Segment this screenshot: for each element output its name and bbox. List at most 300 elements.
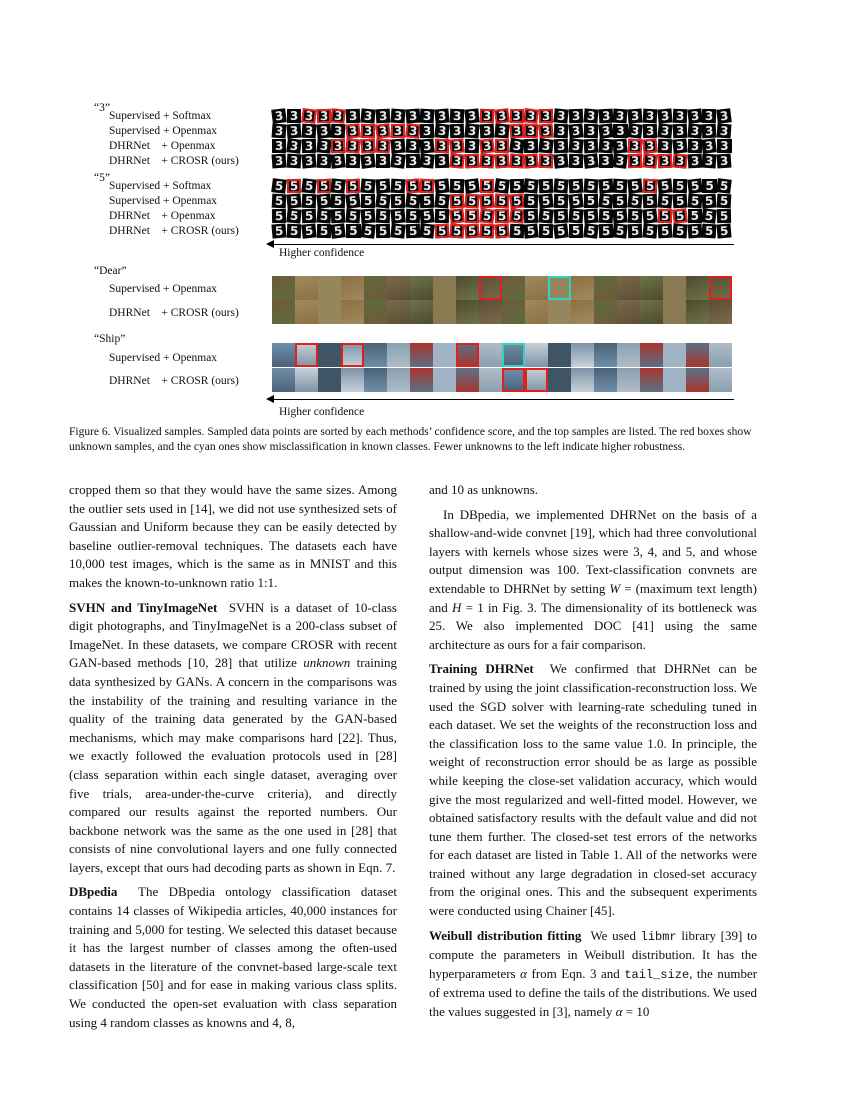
digit-sample: 5: [702, 194, 717, 209]
digit-sample: 3: [717, 124, 732, 139]
digit-sample: 3: [643, 109, 658, 124]
digit-sample: 3: [286, 138, 302, 154]
digit-sample: 5: [568, 209, 583, 224]
digit-sample: 5: [702, 179, 716, 193]
digit-sample: 5: [672, 224, 687, 239]
digit-sample: 3: [449, 138, 465, 153]
digit-sample: 5: [420, 179, 435, 193]
digit-sample: 3: [554, 124, 569, 138]
left-column: [69, 481, 397, 1038]
digit-sample: 3: [316, 109, 331, 123]
digit-sample: 5: [375, 193, 391, 209]
digit-sample: 5: [658, 209, 673, 223]
digit-sample: 5: [628, 224, 643, 238]
image-sample: [594, 276, 617, 300]
arrow-label: Higher confidence: [279, 247, 365, 259]
digit-sample: 3: [524, 139, 539, 153]
digit-sample: 3: [272, 124, 287, 139]
digit-sample: 5: [598, 224, 613, 238]
digit-sample: 5: [657, 193, 673, 208]
digit-strip: [272, 224, 732, 238]
image-sample: [318, 368, 341, 392]
digit-sample: 5: [658, 224, 673, 239]
image-sample: [318, 343, 341, 367]
digit-sample: 3: [301, 108, 317, 124]
digit-sample: 5: [702, 224, 717, 239]
digit-sample: 5: [553, 178, 569, 193]
digit-sample: 3: [568, 138, 584, 153]
digit-sample: 5: [524, 194, 539, 208]
paragraph-training: Training DHRNet We confirmed that DHRNet can be trained by using the joint classification-reconstruction loss. We used the SGD solver with learning-rate scheduling tuned in each dataset. We set the weights of the reconstruction loss and the classification loss to the same value 1.0. In principle, the weight of reconstruction error should be as large as possible while keeping the close-set validation accuracy, which would give the most regularized and well-fitted model. However, we obtained satisfactory results with the default value and did not tune them further. The closed-set test errors of the networks for each dataset are listed in Table 1. All of the networks were trained without any large degradation in closed-set accuracy from the original ones. This and the subsequent experiments were conducted using Chainer [45].: [429, 661, 757, 919]
row-label: DHRNet + CROSR (ours): [109, 225, 239, 237]
digit-sample: 5: [509, 193, 525, 208]
digit-strip: [272, 154, 732, 168]
digit-sample: 3: [717, 139, 731, 153]
digit-sample: 5: [345, 193, 361, 209]
image-sample: [525, 368, 548, 392]
image-sample: [663, 343, 686, 367]
image-sample: [686, 368, 709, 392]
digit-sample: 3: [301, 153, 317, 168]
digit-sample: 3: [331, 153, 347, 168]
digit-sample: 5: [331, 178, 347, 193]
digit-sample: 5: [628, 209, 643, 223]
digit-sample: 5: [390, 223, 406, 238]
digit-sample: 5: [479, 224, 494, 239]
digit-sample: 3: [420, 109, 435, 124]
run-in-heading: SVHN and TinyImageNet: [69, 599, 218, 615]
image-sample: [617, 343, 640, 367]
image-sample: [594, 300, 617, 324]
digit-sample: 3: [569, 154, 584, 168]
photo-strip: [272, 300, 732, 324]
digit-sample: 5: [569, 224, 583, 238]
image-sample: [663, 300, 686, 324]
digit-sample: 3: [687, 154, 702, 169]
image-sample: [686, 343, 709, 367]
digit-sample: 3: [287, 109, 301, 123]
digit-sample: 5: [598, 193, 614, 209]
digit-sample: 5: [613, 223, 629, 238]
digit-sample: 3: [688, 139, 703, 153]
digit-sample: 5: [613, 208, 629, 223]
image-sample: [295, 300, 318, 324]
image-sample: [387, 368, 410, 392]
right-column: [429, 481, 757, 1028]
image-sample: [410, 343, 433, 367]
digit-sample: 5: [346, 209, 361, 224]
image-sample: [318, 276, 341, 300]
image-sample: [479, 300, 502, 324]
digit-sample: 5: [628, 178, 644, 193]
run-in-heading: DBpedia: [69, 884, 118, 900]
digit-sample: 3: [673, 124, 688, 138]
digit-sample: 3: [361, 124, 376, 138]
digit-sample: 3: [360, 108, 376, 123]
arrow-line: [272, 244, 734, 245]
image-sample: [433, 276, 456, 300]
digit-sample: 5: [346, 179, 361, 194]
digit-sample: 3: [375, 123, 391, 139]
digit-sample: 3: [420, 153, 436, 168]
digit-sample: 3: [390, 109, 405, 124]
image-sample: [341, 343, 364, 367]
digit-sample: 5: [390, 179, 405, 194]
image-sample: [364, 343, 387, 367]
digit-sample: 5: [272, 209, 287, 223]
image-sample: [364, 276, 387, 300]
digit-sample: 3: [598, 139, 613, 154]
digit-sample: 3: [583, 108, 599, 123]
digit-sample: 3: [464, 123, 480, 138]
figure-caption: Figure 6. Visualized samples. Sampled data points are sorted by each methods’ confidence score, and the top samples are listed. The red boxes show unknown samples, and the cyan ones show misclassification in known classes. Fewer unknowns to the left indicate higher robustness.: [69, 426, 752, 453]
digit-strip: [272, 124, 732, 138]
digit-sample: 3: [286, 124, 301, 139]
digit-sample: 5: [539, 208, 555, 223]
digit-sample: 3: [464, 108, 480, 123]
image-sample: [272, 368, 295, 392]
digit-sample: 5: [301, 194, 316, 208]
digit-sample: 3: [494, 124, 509, 139]
digit-sample: 3: [568, 123, 584, 138]
digit-sample: 3: [702, 124, 717, 139]
image-sample: [410, 368, 433, 392]
image-sample: [571, 276, 594, 300]
image-sample: [364, 300, 387, 324]
row-label: DHRNet + CROSR (ours): [109, 155, 239, 167]
digit-sample: 3: [553, 153, 569, 168]
image-sample: [709, 300, 732, 324]
digit-sample: 3: [271, 108, 287, 124]
digit-sample: 5: [361, 209, 376, 224]
digit-sample: 3: [360, 153, 376, 169]
digit-sample: 3: [583, 153, 599, 169]
digit-sample: 5: [271, 223, 287, 238]
digit-sample: 3: [657, 108, 673, 123]
digit-sample: 5: [509, 224, 524, 238]
digit-sample: 5: [391, 194, 406, 208]
run-in-heading: Training DHRNet: [429, 661, 534, 677]
digit-sample: 3: [346, 154, 361, 168]
group-label-3: “3”: [94, 102, 110, 114]
digit-sample: 3: [435, 108, 451, 123]
digit-sample: 3: [494, 108, 510, 124]
image-sample: [594, 343, 617, 367]
digit-sample: 5: [435, 224, 450, 239]
digit-sample: 5: [420, 208, 436, 223]
photo-strip: [272, 276, 732, 300]
digit-sample: 3: [584, 124, 599, 138]
digit-sample: 3: [361, 139, 376, 154]
image-sample: [387, 343, 410, 367]
image-sample: [295, 343, 318, 367]
digit-sample: 3: [479, 124, 494, 139]
image-sample: [341, 368, 364, 392]
image-sample: [640, 300, 663, 324]
digit-sample: 5: [672, 208, 688, 224]
digit-sample: 5: [316, 208, 332, 223]
digit-sample: 5: [286, 208, 302, 223]
digit-sample: 5: [643, 223, 659, 238]
digit-sample: 5: [687, 224, 702, 239]
image-sample: [548, 368, 571, 392]
digit-sample: 3: [539, 109, 554, 123]
image-sample: [548, 300, 571, 324]
digit-sample: 3: [628, 139, 643, 154]
digit-sample: 3: [569, 109, 584, 123]
digit-sample: 5: [643, 179, 658, 193]
image-sample: [663, 276, 686, 300]
digit-sample: 3: [346, 138, 362, 153]
digit-strip: [272, 109, 732, 123]
digit-sample: 5: [688, 209, 702, 223]
digit-sample: 3: [687, 108, 703, 123]
digit-sample: 5: [272, 194, 287, 209]
digit-sample: 5: [717, 178, 733, 194]
row-label: DHRNet + Openmax: [109, 140, 216, 152]
digit-sample: 3: [450, 109, 465, 123]
image-sample: [410, 276, 433, 300]
digit-sample: 5: [598, 209, 613, 224]
image-sample: [387, 276, 410, 300]
digit-sample: 5: [316, 193, 332, 208]
digit-sample: 3: [302, 139, 317, 153]
digit-sample: 3: [390, 153, 406, 169]
row-label: Supervised + Softmax: [109, 180, 212, 192]
digit-sample: 3: [390, 139, 405, 154]
digit-strip: [272, 194, 732, 208]
digit-sample: 5: [673, 179, 688, 193]
image-sample: [640, 343, 663, 367]
digit-sample: 5: [672, 194, 687, 209]
digit-sample: 3: [702, 154, 717, 169]
digit-sample: 5: [717, 194, 732, 209]
paragraph: and 10 as unknowns.: [429, 482, 539, 497]
digit-sample: 5: [286, 193, 302, 208]
digit-strip: [272, 209, 732, 223]
digit-sample: 5: [480, 179, 494, 193]
digit-sample: 3: [272, 154, 287, 169]
digit-sample: 3: [583, 139, 598, 154]
image-sample: [548, 343, 571, 367]
image-sample: [456, 343, 479, 367]
row-label: Supervised + Openmax: [109, 352, 218, 364]
digit-sample: 3: [627, 123, 643, 139]
digit-sample: 3: [509, 154, 524, 169]
digit-sample: 3: [435, 139, 450, 153]
digit-sample: 5: [657, 178, 673, 193]
digit-sample: 5: [449, 208, 465, 224]
digit-sample: 5: [361, 194, 375, 208]
digit-sample: 3: [687, 123, 703, 138]
digit-sample: 3: [346, 123, 362, 138]
digit-sample: 3: [553, 108, 569, 123]
paragraph-weibull: Weibull distribution fitting We used libmr library [39] to compute the parameters in Weibull distribution. It has the hyperparameters α from Eqn. 3 and tail_size, the number of extrema used to define the tails of the distributions. We used the values suggested in [3], namely α = 10: [429, 927, 758, 1020]
photo-strip: [272, 343, 732, 367]
digit-sample: 3: [628, 109, 643, 124]
digit-sample: 3: [538, 138, 554, 153]
digit-sample: 3: [643, 138, 659, 153]
digit-sample: 3: [672, 138, 688, 153]
digit-sample: 3: [479, 154, 494, 169]
image-sample: [709, 368, 732, 392]
digit-sample: 5: [420, 194, 435, 208]
digit-sample: 5: [598, 179, 613, 194]
image-sample: [272, 343, 295, 367]
image-sample: [640, 276, 663, 300]
digit-sample: 5: [584, 194, 598, 208]
image-sample: [709, 276, 732, 300]
digit-sample: 3: [539, 123, 555, 138]
digit-sample: 5: [553, 223, 569, 239]
digit-sample: 5: [271, 178, 287, 194]
digit-sample: 5: [583, 223, 599, 239]
image-sample: [295, 368, 318, 392]
digit-sample: 5: [524, 178, 540, 193]
arrow-line: [272, 399, 734, 400]
paragraph-dbpedia: DBpedia The DBpedia ontology classification dataset contains 14 classes of Wikipedia articles, 40,000 instances for training and 5,000 for testing. We selected this dataset because it has the largest number of classes among the often-used datasets in the literature of the convnet-based large-scale text classification [50] and for ease in making various class splits. We conducted the open-set evaluation with class separation using 4 random classes as knowns and 4, 8,: [69, 884, 398, 1030]
digit-sample: 5: [435, 178, 451, 193]
digit-sample: 3: [524, 124, 539, 139]
digit-sample: 3: [613, 124, 627, 138]
digit-strip: [272, 179, 732, 193]
digit-sample: 3: [301, 124, 316, 139]
image-sample: [318, 300, 341, 324]
digit-sample: 3: [405, 109, 420, 124]
digit-sample: 3: [642, 153, 658, 168]
digit-sample: 5: [390, 208, 406, 223]
digit-sample: 3: [599, 154, 613, 168]
image-sample: [709, 343, 732, 367]
image-sample: [502, 276, 525, 300]
digit-sample: 5: [687, 178, 703, 194]
digit-sample: 3: [658, 154, 673, 168]
row-label: DHRNet + CROSR (ours): [109, 375, 239, 387]
digit-strip: [272, 139, 732, 153]
image-sample: [272, 276, 295, 300]
paragraph-svhn: SVHN and TinyImageNet SVHN is a dataset of 10-class digit photographs, and TinyImageNet is a 200-class subset of ImageNet. In these datasets, we compare CROSR with recent GAN-based methods [10, 28] that utilize unknown training data synthesized by GANs. A concern in the comparisons was the instability of the training and resulting variance in the quality of the training data generated by the GAN-based mechanisms, which may make comparisons hard [22]. Thus, we exactly followed the evaluation protocols used in [28] (class separation within each single dataset, averaging over five trials, area-under-the-curve criteria), and directly compared our results against the reported numbers. Our backbone network was the same as the one used in [28] that consists of nine convolutional layers and one fully connected layers, except that ours had decoding parts as shown in Eqn. 7.: [69, 599, 398, 875]
group-label-ship: “Ship”: [94, 333, 126, 345]
digit-sample: 5: [331, 223, 347, 239]
image-sample: [571, 343, 594, 367]
digit-sample: 3: [717, 108, 733, 124]
digit-sample: 5: [479, 208, 495, 224]
digit-sample: 5: [717, 209, 732, 223]
image-sample: [548, 276, 571, 300]
digit-sample: 3: [509, 138, 525, 154]
digit-sample: 5: [405, 193, 421, 208]
row-label: Supervised + Softmax: [109, 110, 212, 122]
image-sample: [295, 276, 318, 300]
image-sample: [502, 343, 525, 367]
digit-sample: 5: [613, 194, 628, 208]
digit-sample: 3: [628, 154, 643, 168]
digit-sample: 5: [331, 194, 346, 208]
image-sample: [364, 368, 387, 392]
digit-sample: 3: [510, 109, 524, 123]
image-sample: [663, 368, 686, 392]
digit-sample: 5: [717, 223, 733, 238]
paragraph-dbpedia-impl: In DBpedia, we implemented DHRNet on the basis of a shallow-and-wide convnet [19], which had three convolutional layers with kernels whose sizes were 3, 4, and 5, and whose output dimension was 100. Text-classification convnets are extendable to DHRNet by setting W = (maximum text length) and H = 1 in Fig. 3. The dimensionality of its bottleneck was 25. We also implemented DOC [41] using the same architecture as ours for a fair comparison.: [429, 506, 757, 652]
image-sample: [502, 368, 525, 392]
image-sample: [456, 276, 479, 300]
digit-sample: 3: [465, 154, 480, 169]
digit-sample: 5: [346, 224, 360, 238]
row-label: Supervised + Openmax: [109, 125, 218, 137]
digit-sample: 5: [435, 193, 451, 208]
image-sample: [433, 368, 456, 392]
image-sample: [594, 368, 617, 392]
digit-sample: 3: [450, 153, 466, 168]
image-sample: [617, 368, 640, 392]
image-sample: [272, 300, 295, 324]
digit-sample: 5: [495, 209, 510, 223]
digit-sample: 3: [613, 139, 628, 154]
digit-sample: 3: [331, 139, 346, 153]
image-sample: [571, 368, 594, 392]
digit-sample: 5: [524, 209, 539, 223]
digit-sample: 3: [480, 109, 495, 123]
digit-sample: 5: [464, 178, 480, 194]
digit-sample: 3: [420, 138, 436, 153]
digit-sample: 3: [657, 123, 673, 138]
image-sample: [479, 276, 502, 300]
digit-sample: 5: [538, 193, 554, 208]
digit-sample: 5: [524, 223, 540, 238]
digit-sample: 3: [316, 154, 331, 168]
digit-sample: 3: [435, 154, 450, 168]
image-sample: [525, 276, 548, 300]
image-sample: [479, 368, 502, 392]
digit-sample: 5: [316, 224, 331, 238]
digit-sample: 3: [391, 124, 405, 138]
digit-sample: 5: [494, 194, 509, 209]
digit-sample: 5: [509, 208, 525, 223]
run-in-heading: Weibull distribution fitting: [429, 927, 582, 943]
digit-sample: 5: [287, 224, 302, 238]
paragraph: cropped them so that they would have the same sizes. Among the outlier sets used in [14], we did not use synthesized sets of Gaussian and Uniform because they can be easily detected by baseline outlier-removal techniques. The datasets each have 10,000 test images, which is the same as in MNIST and this makes the known-to-unknown ratio 1:1.: [69, 482, 397, 590]
digit-sample: 3: [375, 139, 390, 154]
digit-sample: 3: [524, 153, 540, 168]
digit-sample: 3: [643, 124, 658, 138]
group-label-dear: “Dear”: [94, 265, 127, 277]
row-label: Supervised + Openmax: [109, 283, 218, 295]
digit-sample: 5: [494, 178, 510, 194]
digit-sample: 5: [360, 223, 376, 239]
digit-sample: 5: [494, 223, 510, 238]
image-sample: [617, 300, 640, 324]
image-sample: [456, 368, 479, 392]
image-sample: [341, 300, 364, 324]
digit-sample: 5: [628, 193, 644, 208]
image-sample: [479, 343, 502, 367]
digit-sample: 5: [405, 178, 421, 193]
row-label: DHRNet + Openmax: [109, 210, 216, 222]
digit-sample: 3: [598, 123, 614, 139]
photo-strip: [272, 368, 732, 392]
digit-sample: 5: [435, 209, 450, 223]
digit-sample: 3: [420, 124, 435, 138]
image-sample: [433, 343, 456, 367]
image-sample: [341, 276, 364, 300]
digit-sample: 5: [583, 179, 598, 194]
image-sample: [686, 300, 709, 324]
digit-sample: 5: [405, 209, 420, 223]
digit-sample: 5: [465, 209, 479, 223]
digit-sample: 5: [613, 179, 628, 194]
row-label: DHRNet + CROSR (ours): [109, 307, 239, 319]
digit-sample: 3: [673, 109, 688, 123]
